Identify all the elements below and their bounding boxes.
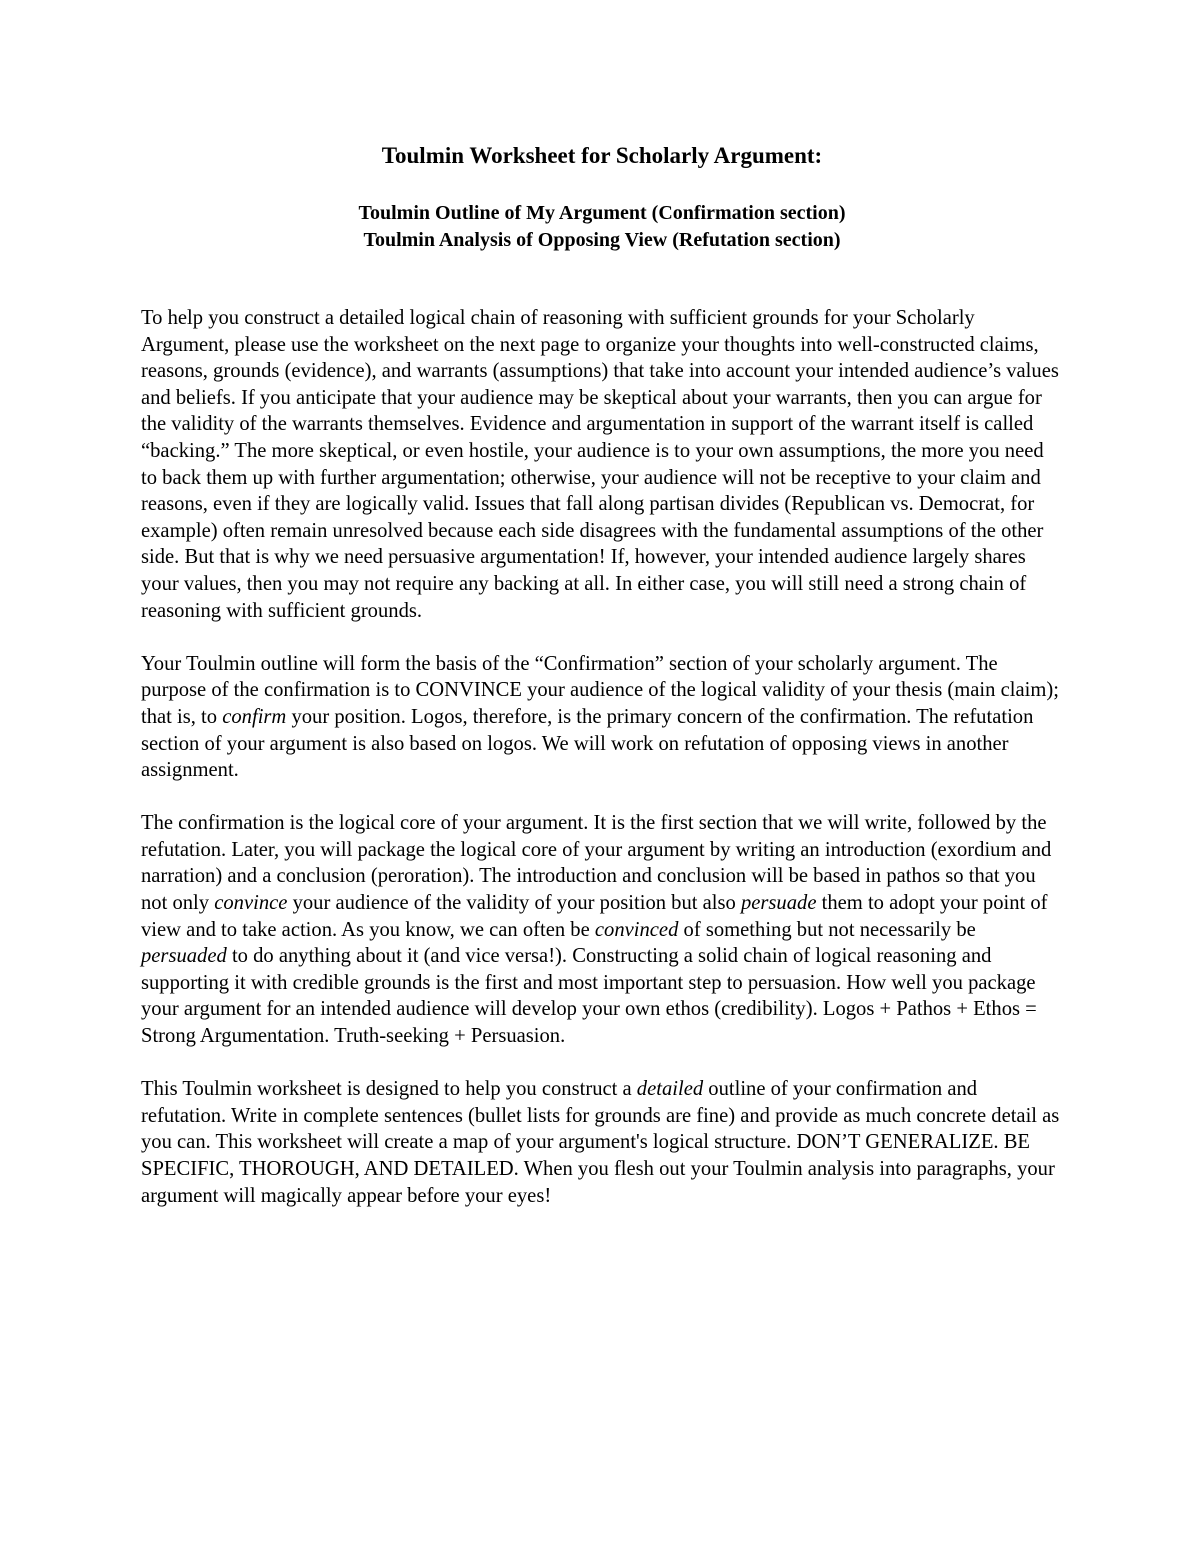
emphasis-detailed: detailed [636, 1078, 704, 1101]
text-run: Your Toulmin outline will form the basis of the “Confirmation” section of your scholarly argument. The purpose of the confirmation is to CONVINCE your audience of the logical validity of your thesis (main claim); that is, to [141, 652, 1059, 728]
text-run: of something but not necessarily be [678, 918, 976, 941]
document-page [141, 140, 1063, 1236]
emphasis-persuade: persuade [740, 892, 817, 915]
text-run: outline of your confirmation and refutation. Write in complete sentences (bullet lists for grounds are fine) and provide as much concrete detail as you can. This worksheet will create a map of your argument's logical structure. DON’T GENERALIZE. BE SPECIFIC, THOROUGH, AND DETAILED. When you flesh out your Toulmin analysis into paragraphs, your argument will magically appear before your eyes! [141, 1078, 1060, 1207]
document-title: Toulmin Worksheet for Scholarly Argument: [381, 143, 823, 168]
subtitle-block [141, 200, 1063, 254]
paragraph-confirmation-core [141, 810, 1063, 1049]
subtitle-confirmation: Toulmin Outline of My Argument (Confirmation section) [358, 202, 846, 224]
text-run: your audience of the validity of your position but also [287, 892, 741, 915]
emphasis-convinced: convinced [594, 918, 679, 941]
text-run: The confirmation is the logical core of your argument. It is the first section that we will write, followed by the refutation. Later, you will package the logical core of your argument by writing an introduction (exordium and narration) and a conclusion (peroration). The introduction and conclusion will be based in pathos so that you not only [141, 812, 1052, 915]
emphasis-persuaded: persuaded [141, 945, 227, 968]
paragraph-toulmin-outline [141, 651, 1063, 784]
text-run: This Toulmin worksheet is designed to help you construct a [141, 1078, 637, 1101]
emphasis-confirm: confirm [222, 705, 287, 728]
document-body [141, 305, 1063, 1209]
paragraph-worksheet-instructions [141, 1076, 1063, 1209]
subtitle-refutation: Toulmin Analysis of Opposing View (Refutation section) [363, 229, 841, 251]
text-run: them to adopt your point of view and to take action. As you know, we can often be [141, 892, 1048, 941]
text-run: to do anything about it (and vice versa!). Constructing a solid chain of logical reasoning and supporting it with credible grounds is the first and most important step to persuasion. How well you package your argument for an intended audience will develop your own ethos (credibility). Logos + Pathos + Ethos = Strong Argumentation. Truth-seeking + Persuasion. [141, 945, 1037, 1048]
emphasis-convince: convince [214, 892, 288, 915]
paragraph-intro [141, 305, 1063, 624]
text-run: your position. Logos, therefore, is the primary concern of the confirmation. The refutation section of your argument is also based on logos. We will work on refutation of opposing views in another assignment. [141, 705, 1034, 782]
text-run: To help you construct a detailed logical chain of reasoning with sufficient grounds for your Scholarly Argument, please use the worksheet on the next page to organize your thoughts into well-constructed claims, reasons, grounds (evidence), and warrants (assumptions) that take into account your intended audience’s values and beliefs. If you anticipate that your audience may be skeptical about your warrants, then you can argue for the validity of the warrants themselves. Evidence and argumentation in support of the warrant itself is called “backing.” The more skeptical, or even hostile, your audience is to your own assumptions, the more you need to back them up with further argumentation; otherwise, your audience will not be receptive to your claim and reasons, even if they are logically valid. Issues that fall along partisan divides (Republican vs. Democrat, for example) often remain unresolved because each side disagrees with the fundamental assumptions of the other side. But that is why we need persuasive argumentation! If, however, your intended audience largely shares your values, then you may not require any backing at all. In either case, you will still need a strong chain of reasoning with sufficient grounds. [141, 307, 1059, 622]
